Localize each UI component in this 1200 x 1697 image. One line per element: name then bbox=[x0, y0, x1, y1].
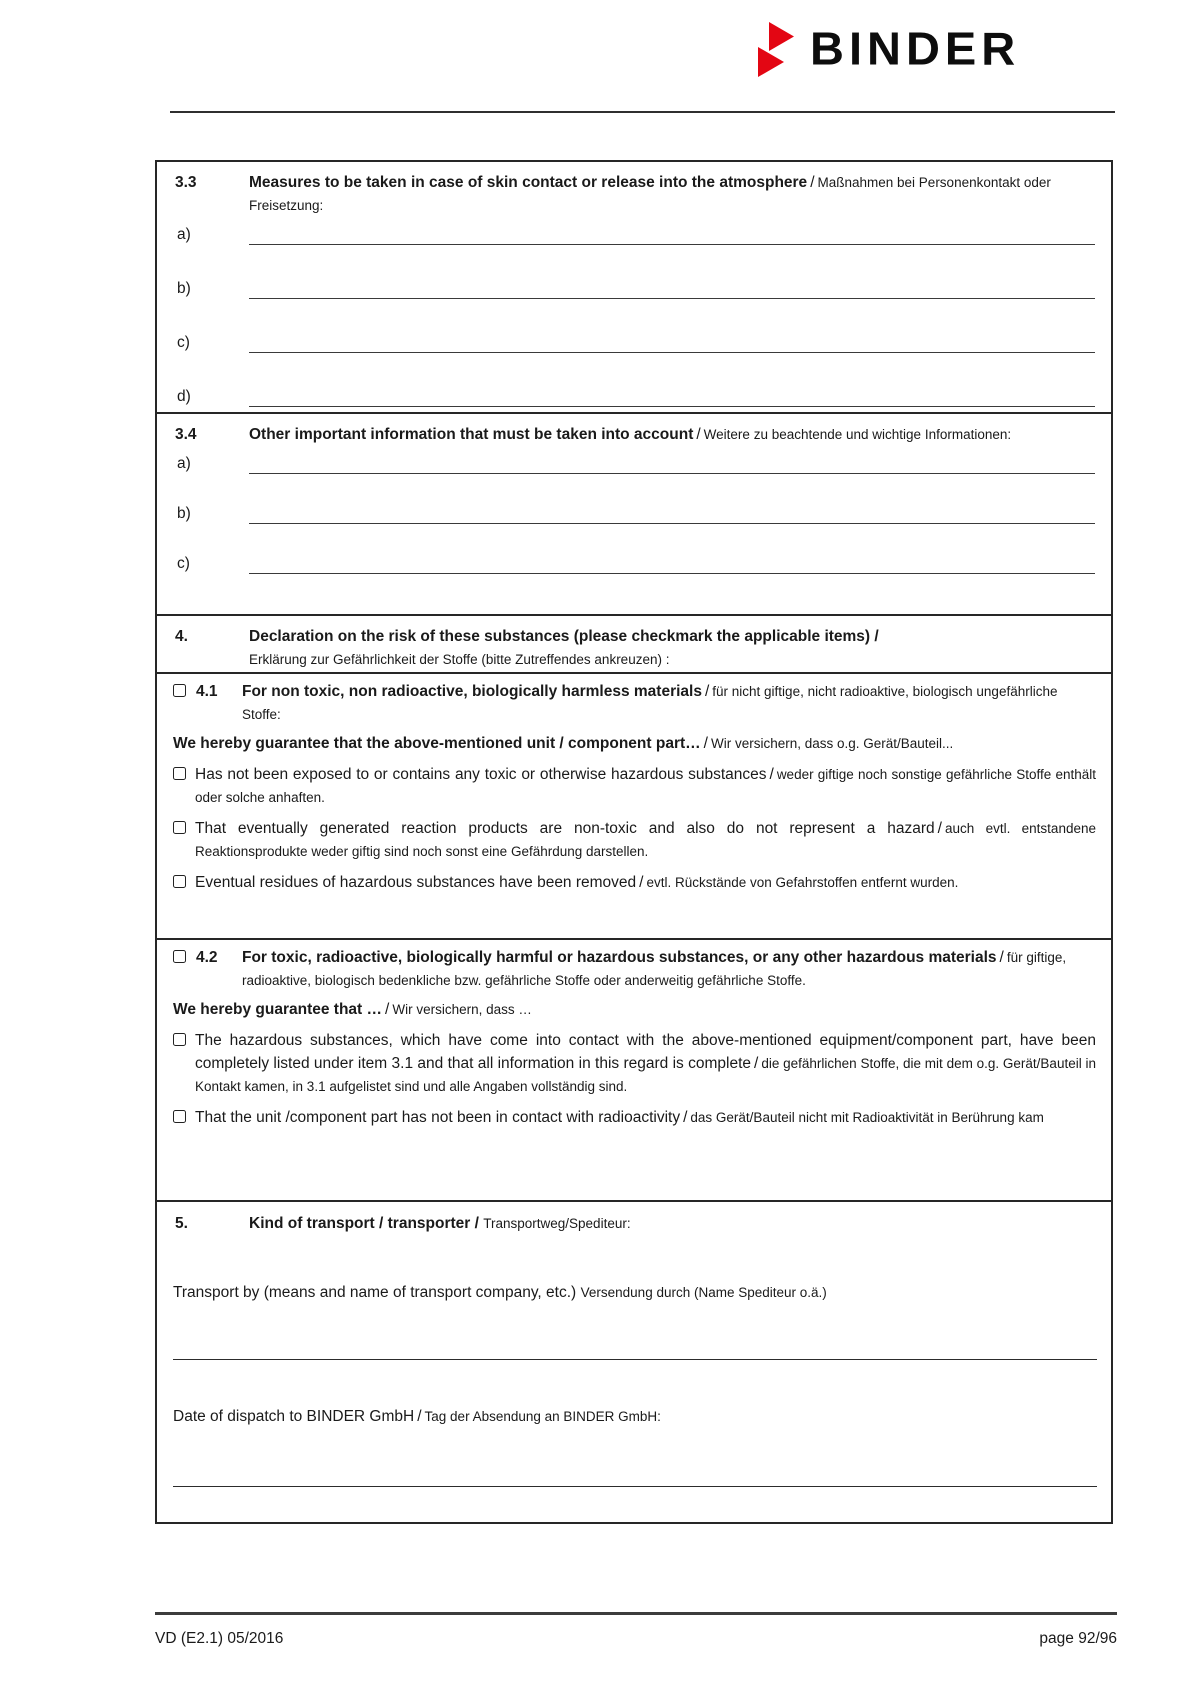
slash-separator: / bbox=[999, 949, 1004, 966]
slash-separator: / bbox=[754, 1055, 759, 1072]
blank-line-row bbox=[157, 524, 1111, 574]
transport-label-en: Transport by (means and name of transport company, etc.) bbox=[173, 1284, 577, 1301]
dispatch-label-de: Tag der Absendung an BINDER GmbH: bbox=[424, 1409, 661, 1424]
item-text-en: Has not been exposed to or contains any toxic or otherwise hazardous substances bbox=[195, 766, 767, 783]
declaration-item bbox=[173, 817, 1096, 863]
declaration-form-table bbox=[155, 160, 1113, 1524]
footer-page-number: page 92/96 bbox=[1039, 1630, 1117, 1647]
guarantee-de: Wir versichern, dass o.g. Gerät/Bauteil... bbox=[710, 736, 954, 751]
fill-in-line[interactable] bbox=[249, 473, 1095, 474]
guarantee-en: We hereby guarantee that the above-mentioned unit / component part… bbox=[173, 735, 701, 752]
item-text bbox=[195, 1106, 1096, 1129]
brand-text: BINDER bbox=[810, 22, 1021, 75]
dispatch-label-en: Date of dispatch to BINDER GmbH bbox=[173, 1408, 415, 1425]
line-label: a) bbox=[177, 226, 191, 243]
section-title bbox=[249, 171, 1095, 217]
blank-line-row bbox=[157, 245, 1111, 299]
section-title-en: Other important information that must be taken into account bbox=[249, 426, 694, 443]
section-title-de: Weitere zu beachtende und wichtige Informationen: bbox=[703, 427, 1012, 442]
guarantee-en: We hereby guarantee that … bbox=[173, 1001, 383, 1018]
section-title bbox=[249, 1212, 1095, 1235]
section-4-2-header bbox=[173, 946, 1096, 992]
slash-separator: / bbox=[769, 766, 774, 783]
section-title-en: Kind of transport / transporter / bbox=[249, 1215, 479, 1232]
guarantee-de: Wir versichern, dass … bbox=[392, 1002, 532, 1017]
section-title bbox=[242, 946, 1096, 992]
section-title bbox=[249, 423, 1095, 446]
guarantee-statement bbox=[173, 998, 1096, 1021]
section-title-en: For toxic, radioactive, biologically harmful or hazardous substances, or any other hazardous materials bbox=[242, 949, 997, 966]
slash-separator: / bbox=[696, 426, 701, 443]
fill-in-line[interactable] bbox=[249, 244, 1095, 245]
slash-separator: / bbox=[704, 683, 710, 700]
section-number: 3.3 bbox=[175, 174, 197, 191]
slash-separator: / bbox=[683, 1109, 688, 1126]
item-text bbox=[195, 817, 1096, 863]
blank-line-row bbox=[157, 299, 1111, 353]
item-text-en: Eventual residues of hazardous substances have been removed bbox=[195, 874, 637, 891]
section-3-3 bbox=[157, 162, 1111, 412]
item-text-en: The hazardous substances, which have come into contact with the above-mentioned equipment/component part, have been completely listed under item 3.1 and that all information in this regard is complete bbox=[195, 1032, 1096, 1072]
section-4-2 bbox=[157, 938, 1111, 1200]
binder-triangles-icon bbox=[756, 20, 802, 78]
section-4-1 bbox=[157, 672, 1111, 938]
dispatch-fill-line[interactable] bbox=[173, 1486, 1097, 1487]
slash-separator: / bbox=[385, 1001, 390, 1018]
item-checkbox[interactable] bbox=[173, 821, 186, 834]
item-text-de: weder giftige noch sonstige gefährliche Stoffe enthält oder solche anhaften. bbox=[195, 767, 1096, 805]
item-checkbox[interactable] bbox=[173, 875, 186, 888]
item-text-de: auch evtl. entstandene Reaktionsprodukte weder giftig sind noch sonst eine Gefährdung darstellen. bbox=[195, 821, 1096, 859]
item-text-en: That the unit /component part has not been in contact with radioactivity bbox=[195, 1109, 681, 1126]
guarantee-statement bbox=[173, 732, 1096, 755]
fill-in-line[interactable] bbox=[249, 406, 1095, 407]
item-text bbox=[195, 1029, 1096, 1098]
footer-rule bbox=[155, 1612, 1117, 1615]
checkbox-4-2[interactable] bbox=[173, 950, 186, 963]
footer-doc-code: VD (E2.1) 05/2016 bbox=[155, 1630, 284, 1647]
item-text-en: That eventually generated reaction products are non-toxic and also do not represent a hazard bbox=[195, 820, 935, 837]
transport-label-de: Versendung durch (Name Spediteur o.ä.) bbox=[580, 1285, 827, 1300]
declaration-item bbox=[173, 871, 1096, 894]
section-title-en: For non toxic, non radioactive, biologically harmless materials bbox=[242, 683, 702, 700]
binder-logo bbox=[756, 20, 1020, 78]
item-checkbox[interactable] bbox=[173, 767, 186, 780]
section-4-1-header bbox=[173, 680, 1096, 726]
slash-separator: / bbox=[937, 820, 942, 837]
declaration-item bbox=[173, 1106, 1096, 1129]
section-title-en: Declaration on the risk of these substances (please checkmark the applicable items) / bbox=[249, 628, 879, 645]
item-text bbox=[195, 763, 1096, 809]
line-label: c) bbox=[177, 555, 190, 572]
fill-in-line[interactable] bbox=[249, 573, 1095, 574]
section-number: 4.1 bbox=[196, 683, 218, 700]
slash-separator: / bbox=[703, 735, 708, 752]
fill-in-line[interactable] bbox=[249, 523, 1095, 524]
dispatch-date-label bbox=[173, 1405, 1095, 1428]
slash-separator: / bbox=[417, 1408, 422, 1425]
item-text-de: evtl. Rückstände von Gefahrstoffen entfernt wurden. bbox=[646, 875, 959, 890]
blank-line-row bbox=[157, 446, 1111, 474]
section-title-de: Erklärung zur Gefährlichkeit der Stoffe (bitte Zutreffendes ankreuzen) : bbox=[249, 652, 670, 667]
item-text-de: das Gerät/Bauteil nicht mit Radioaktivität in Berührung kam bbox=[690, 1110, 1044, 1125]
section-3-4-header bbox=[157, 414, 1111, 446]
section-title bbox=[249, 625, 1095, 671]
section-4-header bbox=[157, 616, 1111, 671]
transport-fill-line[interactable] bbox=[173, 1359, 1097, 1360]
section-number: 5. bbox=[175, 1215, 188, 1232]
declaration-item bbox=[173, 763, 1096, 809]
fill-in-line[interactable] bbox=[249, 352, 1095, 353]
section-4 bbox=[157, 614, 1111, 672]
line-label: b) bbox=[177, 505, 191, 522]
section-title-de: Transportweg/Spediteur: bbox=[483, 1216, 631, 1231]
section-number: 4.2 bbox=[196, 949, 218, 966]
fill-in-line[interactable] bbox=[249, 298, 1095, 299]
section-title-en: Measures to be taken in case of skin contact or release into the atmosphere bbox=[249, 174, 808, 191]
section-title-de: für nicht giftige, nicht radioaktive, biologisch ungefährliche Stoffe: bbox=[242, 684, 1058, 722]
item-text bbox=[195, 871, 1096, 894]
line-label: b) bbox=[177, 280, 191, 297]
section-3-3-header bbox=[157, 162, 1111, 217]
transport-by-label bbox=[173, 1281, 1095, 1304]
line-label: d) bbox=[177, 388, 191, 405]
section-title bbox=[242, 680, 1096, 726]
blank-line-row bbox=[157, 353, 1111, 407]
item-checkbox[interactable] bbox=[173, 1110, 186, 1123]
line-label: a) bbox=[177, 455, 191, 472]
header-rule bbox=[170, 111, 1115, 113]
declaration-item bbox=[173, 1029, 1096, 1098]
section-3-4 bbox=[157, 412, 1111, 614]
checkbox-4-1[interactable] bbox=[173, 684, 186, 697]
section-5-header bbox=[157, 1202, 1111, 1235]
section-title-de: Maßnahmen bei Personenkontakt oder Freisetzung: bbox=[249, 175, 1051, 213]
line-label: c) bbox=[177, 334, 190, 351]
footer bbox=[155, 1630, 1117, 1648]
blank-line-row bbox=[157, 474, 1111, 524]
blank-line-row bbox=[157, 217, 1111, 245]
item-checkbox[interactable] bbox=[173, 1033, 186, 1046]
item-text-de: die gefährlichen Stoffe, die mit dem o.g. Gerät/Bauteil in Kontakt kamen, in 3.1 aufgelistet sind und alle Angaben vollständig sind. bbox=[195, 1056, 1096, 1094]
section-number: 4. bbox=[175, 628, 188, 645]
slash-separator: / bbox=[639, 874, 644, 891]
section-5 bbox=[157, 1200, 1111, 1522]
slash-separator: / bbox=[810, 174, 815, 191]
section-title-de: für giftige, radioaktive, biologisch bedenkliche bzw. gefährliche Stoffe oder anderweitig gefährliche Stoffe. bbox=[242, 950, 1067, 988]
section-number: 3.4 bbox=[175, 426, 197, 443]
